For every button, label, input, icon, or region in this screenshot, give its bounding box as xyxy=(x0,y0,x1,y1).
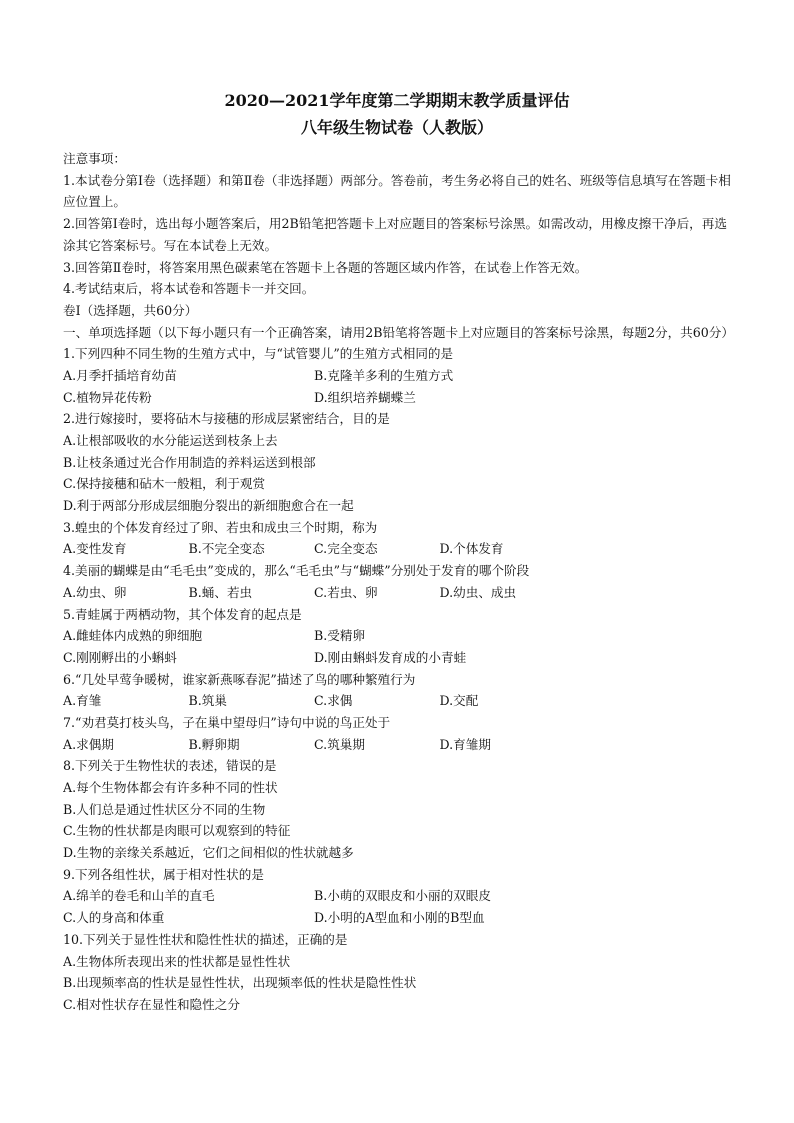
option-a: A.变性发育 xyxy=(63,541,127,557)
option-b: B.蛹、若虫 xyxy=(188,584,253,600)
question-options xyxy=(63,690,731,712)
option-d: D.刚由蝌蚪发育成的小青蛙 xyxy=(314,649,467,665)
section-heading: 卷Ⅰ（选择题，共60分） xyxy=(63,302,198,318)
option-d: D.利于两部分形成层细胞分裂出的新细胞愈合在一起 xyxy=(63,498,354,514)
option-d: D.幼虫、成虫 xyxy=(439,584,517,600)
note-item: 3.回答第Ⅱ卷时，将答案用黑色碳素笔在答题卡上各题的答题区域内作答，在试卷上作答无效。 xyxy=(63,259,588,275)
option-d: D.交配 xyxy=(439,693,479,709)
exam-body xyxy=(63,148,734,1016)
option-c: C.若虫、卵 xyxy=(314,584,378,600)
option-a: A.每个生物体都会有许多种不同的性状 xyxy=(63,780,278,796)
option-a: A.生物体所表现出来的性状都是显性性状 xyxy=(63,953,291,969)
note-item: 2.回答第Ⅰ卷时，选出每小题答案后，用2B铅笔把答题卡上对应题目的答案标号涂黑。如需改动，用橡皮擦干净后，再选涂其它答案标号。写在本试卷上无效。 xyxy=(63,216,727,253)
option-a: A.雌蛙体内成熟的卵细胞 xyxy=(63,628,203,644)
question-stem: 3.蝗虫的个体发育经过了卵、若虫和成虫三个时期，称为 xyxy=(63,519,378,535)
option-d: D.个体发育 xyxy=(439,541,504,557)
option-c: C.人的身高和体重 xyxy=(63,910,165,926)
question-stem: 8.下列关于生物性状的表述，错误的是 xyxy=(63,758,277,774)
option-d: D.生物的亲缘关系越近，它们之间相似的性状就越多 xyxy=(63,845,354,861)
question-options xyxy=(63,625,731,647)
option-d: D.小明的A型血和小刚的B型血 xyxy=(314,910,485,926)
question-options xyxy=(63,907,731,929)
note-item: 4.考试结束后，将本试卷和答题卡一并交回。 xyxy=(63,281,315,297)
option-a: A.让根部吸收的水分能运送到枝条上去 xyxy=(63,433,278,449)
option-b: B.克隆羊多利的生殖方式 xyxy=(314,367,454,383)
question-options xyxy=(63,734,731,756)
question-options xyxy=(63,647,731,669)
option-a: A.幼虫、卵 xyxy=(63,584,127,600)
question-options xyxy=(63,387,731,409)
option-b: B.受精卵 xyxy=(314,628,366,644)
exam-subtitle: 八年级生物试卷（人教版） xyxy=(300,118,493,137)
option-b: B.不完全变态 xyxy=(188,541,265,557)
option-d: D.育雏期 xyxy=(439,736,491,752)
option-a: A.绵羊的卷毛和山羊的直毛 xyxy=(63,888,215,904)
question-options xyxy=(63,885,731,907)
note-item: 1.本试卷分第Ⅰ卷（选择题）和第Ⅱ卷（非选择题）两部分。答卷前，考生务必将自己的姓名、班级等信息填写在答题卡相应位置上。 xyxy=(63,172,731,210)
option-b: B.孵卵期 xyxy=(188,736,240,752)
option-a: A.育雏 xyxy=(63,693,102,709)
option-c: C.求偶 xyxy=(314,693,353,709)
notes-header: 注意事项： xyxy=(63,151,126,166)
option-c: C.保持接穗和砧木一般粗，利于观赏 xyxy=(63,476,266,492)
option-b: B.筑巢 xyxy=(188,693,227,709)
option-c: C.生物的性状都是肉眼可以观察到的特征 xyxy=(63,823,291,839)
question-stem: 10.下列关于显性性状和隐性性状的描述，正确的是 xyxy=(63,931,348,947)
option-a: A.月季扦插培育幼苗 xyxy=(63,367,177,383)
option-c: C.刚刚孵出的小蝌蚪 xyxy=(63,649,177,665)
option-b: B.人们总是通过性状区分不同的生物 xyxy=(63,801,266,817)
question-options xyxy=(63,582,731,604)
question-stem: 5.青蛙属于两栖动物，其个体发育的起点是 xyxy=(63,606,302,622)
question-stem: 6.“几处早莺争暖树，谁家新燕啄春泥”描述了鸟的哪种繁殖行为 xyxy=(63,671,416,687)
question-options xyxy=(63,365,731,387)
question-options xyxy=(63,538,731,560)
question-stem: 1.下列四种不同生物的生殖方式中，与“试管婴儿”的生殖方式相同的是 xyxy=(63,346,454,362)
option-d: D.组织培养蝴蝶兰 xyxy=(314,389,416,405)
exam-title: 2020—2021学年度第二学期期末教学质量评估 xyxy=(224,91,570,110)
option-c: C.植物异花传粉 xyxy=(63,389,152,405)
option-c: C.完全变态 xyxy=(314,541,378,557)
option-b: B.让枝条通过光合作用制造的养料运送到根部 xyxy=(63,454,316,470)
question-stem: 4.美丽的蝴蝶是由“毛毛虫”变成的，那么“毛毛虫”与“蝴蝶”分别处于发育的哪个阶段 xyxy=(63,563,530,579)
question-stem: 9.下列各组性状，属于相对性状的是 xyxy=(63,866,264,882)
option-c: C.筑巢期 xyxy=(314,736,365,752)
question-stem: 7.“劝君莫打枝头鸟，子在巢中望母归”诗句中说的鸟正处于 xyxy=(63,714,391,730)
option-a: A.求偶期 xyxy=(63,736,114,752)
question-stem: 2.进行嫁接时，要将砧木与接穗的形成层紧密结合，目的是 xyxy=(63,411,390,427)
option-c: C.相对性状存在显性和隐性之分 xyxy=(63,996,240,1012)
option-b: B.出现频率高的性状是显性性状，出现频率低的性状是隐性性状 xyxy=(63,975,417,991)
option-b: B.小萌的双眼皮和小丽的双眼皮 xyxy=(314,888,491,904)
section-instruction: 一、单项选择题（以下每小题只有一个正确答案，请用2B铅笔将答题卡上对应题目的答案标号涂黑，每题2分，共60分） xyxy=(63,324,734,340)
